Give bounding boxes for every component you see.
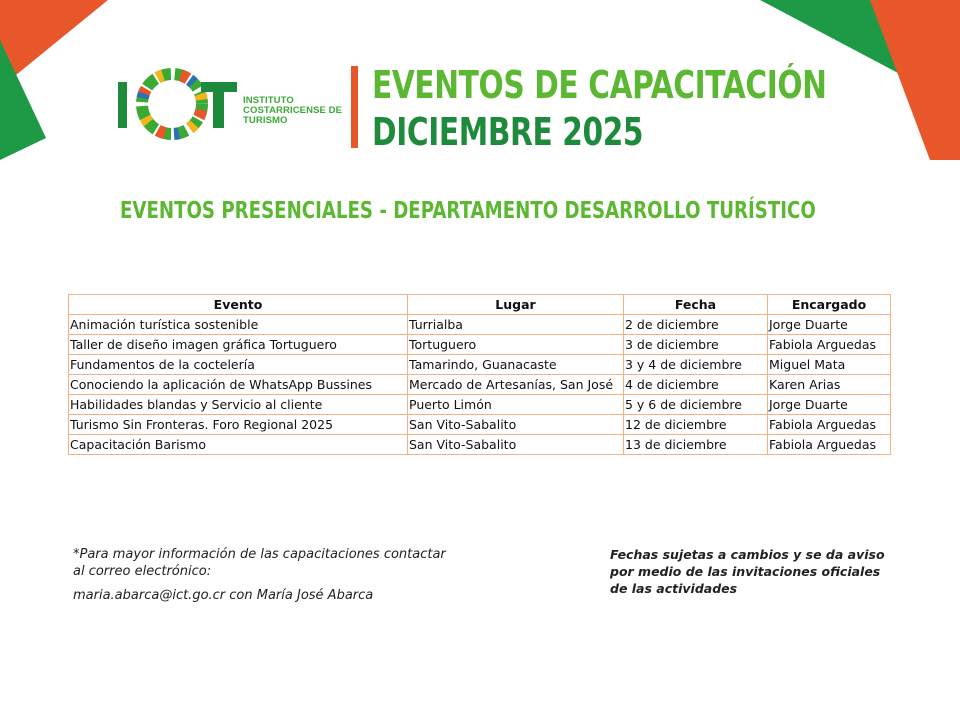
cell-fecha: 12 de diciembre <box>624 415 768 435</box>
cell-evento: Conociendo la aplicación de WhatsApp Bussines <box>69 375 408 395</box>
cell-fecha: 13 de diciembre <box>624 435 768 455</box>
section-subtitle: EVENTOS PRESENCIALES - DEPARTAMENTO DESARROLLO TURÍSTICO <box>120 198 816 224</box>
column-header-lugar: Lugar <box>408 295 624 315</box>
cell-encargado: Jorge Duarte <box>768 315 891 335</box>
table-row <box>69 315 891 335</box>
ict-logo-text <box>243 96 342 126</box>
top-left-decoration <box>0 0 110 160</box>
contact-note <box>73 546 453 604</box>
cell-encargado: Fabiola Arguedas <box>768 415 891 435</box>
cell-encargado: Miguel Mata <box>768 355 891 375</box>
ict-logo <box>116 68 346 140</box>
cell-encargado: Fabiola Arguedas <box>768 335 891 355</box>
logo-line-1: INSTITUTO <box>243 95 294 106</box>
title-divider <box>351 66 358 148</box>
contact-text: *Para mayor información de las capacitaciones contactar al correo electrónico: <box>73 547 446 579</box>
cell-lugar: Tortuguero <box>408 335 624 355</box>
cell-lugar: Turrialba <box>408 315 624 335</box>
table-row <box>69 335 891 355</box>
column-header-evento: Evento <box>69 295 408 315</box>
cell-lugar: Mercado de Artesanías, San José <box>408 375 624 395</box>
column-header-fecha: Fecha <box>624 295 768 315</box>
cell-evento: Capacitación Barismo <box>69 435 408 455</box>
table-header-row <box>69 295 891 315</box>
cell-fecha: 2 de diciembre <box>624 315 768 335</box>
table-row <box>69 355 891 375</box>
logo-line-2: COSTARRICENSE DE <box>243 105 343 116</box>
cell-lugar: Puerto Limón <box>408 395 624 415</box>
cell-encargado: Karen Arias <box>768 375 891 395</box>
cell-fecha: 4 de diciembre <box>624 375 768 395</box>
table-row <box>69 375 891 395</box>
column-header-encargado: Encargado <box>768 295 891 315</box>
cell-evento: Animación turística sostenible <box>69 315 408 335</box>
logo-line-3: TURISMO <box>243 115 288 126</box>
cell-evento: Turismo Sin Fronteras. Foro Regional 2025 <box>69 415 408 435</box>
table-row <box>69 395 891 415</box>
ict-logo-mark <box>116 68 238 140</box>
cell-evento: Habilidades blandas y Servicio al cliente <box>69 395 408 415</box>
cell-fecha: 3 y 4 de diciembre <box>624 355 768 375</box>
cell-lugar: Tamarindo, Guanacaste <box>408 355 624 375</box>
cell-fecha: 3 de diciembre <box>624 335 768 355</box>
cell-evento: Taller de diseño imagen gráfica Tortuguero <box>69 335 408 355</box>
cell-lugar: San Vito-Sabalito <box>408 415 624 435</box>
contact-email[interactable]: maria.abarca@ict.go.cr con María José Abarca <box>73 588 374 603</box>
cell-lugar: San Vito-Sabalito <box>408 435 624 455</box>
page-title-date: DICIEMBRE 2025 <box>372 110 644 154</box>
disclaimer-note: Fechas sujetas a cambios y se da aviso por medio de las invitaciones oficiales de las actividades <box>610 547 885 596</box>
events-table <box>68 294 891 455</box>
cell-evento: Fundamentos de la coctelería <box>69 355 408 375</box>
table-row <box>69 435 891 455</box>
cell-encargado: Fabiola Arguedas <box>768 435 891 455</box>
cell-fecha: 5 y 6 de diciembre <box>624 395 768 415</box>
table-row <box>69 415 891 435</box>
page-title: EVENTOS DE CAPACITACIÓN <box>372 63 827 107</box>
cell-encargado: Jorge Duarte <box>768 395 891 415</box>
